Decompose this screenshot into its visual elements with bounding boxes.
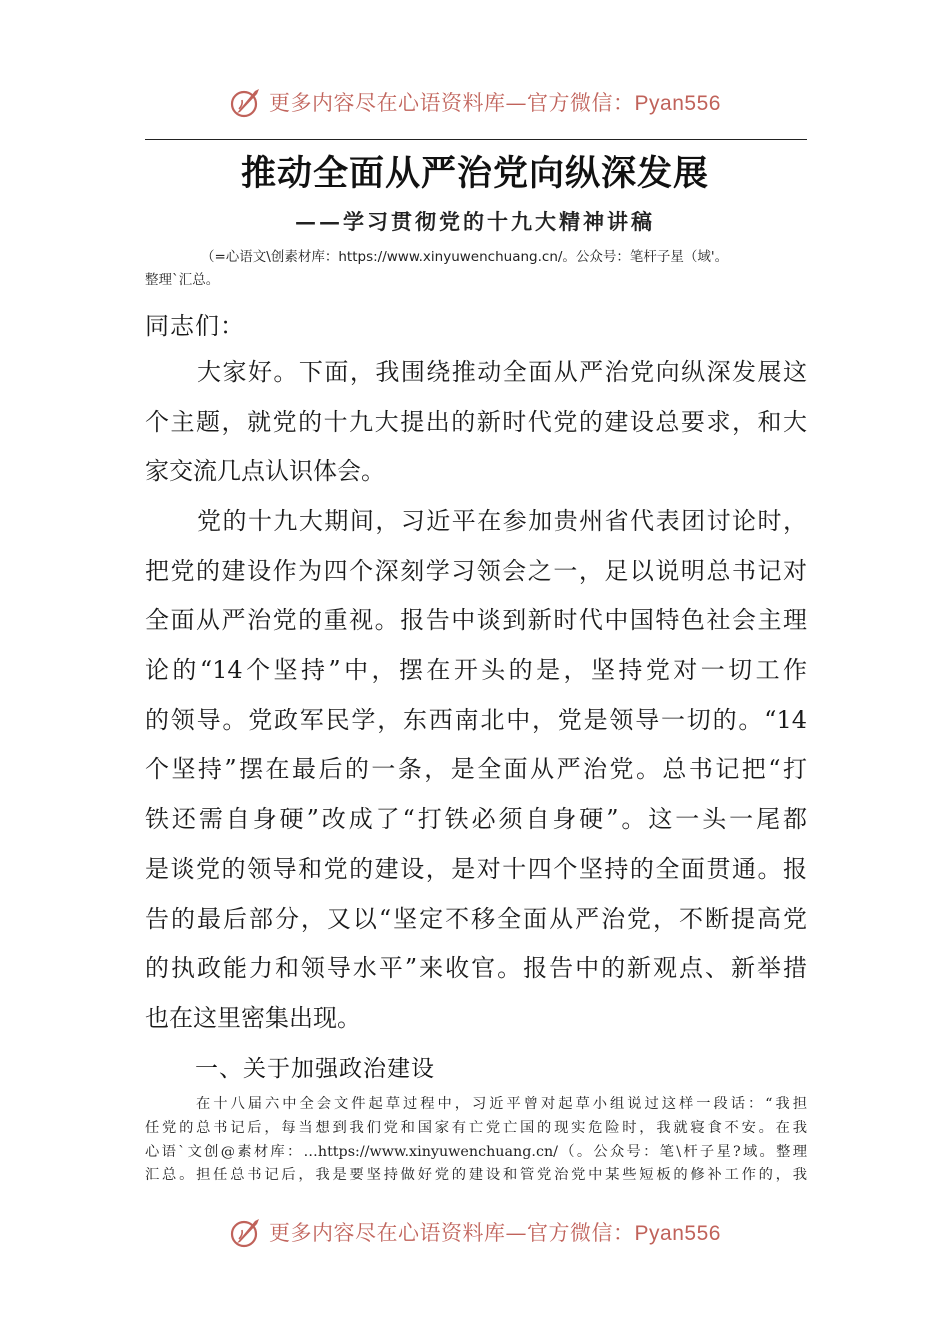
source-note xyxy=(145,246,807,292)
paragraph-line: 个主题，就党的十九大提出的新时代党的建设总要求，和大 xyxy=(145,407,807,436)
banner-brand: Pyan556 xyxy=(634,1222,721,1245)
paragraph-line: 也在这里密集出现。 xyxy=(145,1003,361,1032)
paragraph-section-one xyxy=(145,1093,807,1188)
paragraph-line: 心语`文创@素材库：…https://www.xinyuwenchuang.cn/（。公众号：笔\杆子星?域。整理 xyxy=(145,1143,807,1160)
quill-pen-logo-icon xyxy=(229,1215,263,1249)
document-title: 推动全面从严治党向纵深发展 xyxy=(240,153,709,194)
paragraph-line: 任党的总书记后，每当想到我们党和国家有亡党亡国的现实危险时，我就寝食不安。在我 xyxy=(145,1119,807,1136)
banner-text: 更多内容尽在心语资料库—官方微信：Pyan556 xyxy=(269,1221,721,1245)
paragraph-intro xyxy=(145,348,807,497)
paragraph-line: 把党的建设作为四个深刻学习领会之一，足以说明总书记对 xyxy=(145,556,807,585)
header-divider xyxy=(145,139,807,140)
paragraph-line: 告的最后部分，又以“坚定不移全面从严治党，不断提高党 xyxy=(145,904,807,933)
paragraph-body xyxy=(145,497,807,1044)
paragraph-line: 是谈党的领导和党的建设，是对十四个坚持的全面贯通。报 xyxy=(145,854,807,883)
paragraph-line: 的执政能力和领导水平”来收官。报告中的新观点、新举措 xyxy=(145,954,807,983)
greeting: 同志们： xyxy=(145,312,245,340)
paragraph-line: 大家好。下面，我围绕推动全面从严治党向纵深发展这 xyxy=(197,358,807,386)
document-subtitle: ——学习贯彻党的十九大精神讲稿 xyxy=(295,209,655,234)
source-note-line: （=心语文\创素材库：https://www.xinyuwenchuang.cn/。公众号：笔杆子星（域'。 xyxy=(201,249,729,265)
paragraph-line: 个坚持”摆在最后的一条，是全面从严治党。总书记把“打 xyxy=(145,755,807,784)
paragraph-line: 铁还需自身硬”改成了“打铁必须自身硬”。这一头一尾都 xyxy=(145,805,807,834)
source-note-line: 整理`汇总。 xyxy=(145,272,220,288)
paragraph-line: 在十八届六中全会文件起草过程中，习近平曾对起草小组说过这样一段话：“我担 xyxy=(196,1096,807,1112)
paragraph-line: 论的“14个坚持”中，摆在开头的是，坚持党对一切工作 xyxy=(145,656,807,685)
footer-banner xyxy=(0,1212,950,1252)
banner-text: 更多内容尽在心语资料库—官方微信：Pyan556 xyxy=(269,91,721,115)
paragraph-line: 家交流几点认识体会。 xyxy=(145,457,385,486)
banner-brand: Pyan556 xyxy=(634,92,721,115)
section-heading: 一、关于加强政治建设 xyxy=(195,1056,435,1082)
paragraph-line: 全面从严治党的重视。报告中谈到新时代中国特色社会主理 xyxy=(145,606,807,635)
quill-pen-logo-icon xyxy=(229,85,263,119)
paragraph-line: 党的十九大期间，习近平在参加贵州省代表团讨论时， xyxy=(197,507,807,535)
paragraph-line: 汇总。担任总书记后，我是要坚持做好党的建设和管党治党中某些短板的修补工作的，我 xyxy=(145,1167,807,1184)
paragraph-line: 的领导。党政军民学，东西南北中，党是领导一切的。“14 xyxy=(145,705,807,734)
header-banner xyxy=(0,82,950,122)
